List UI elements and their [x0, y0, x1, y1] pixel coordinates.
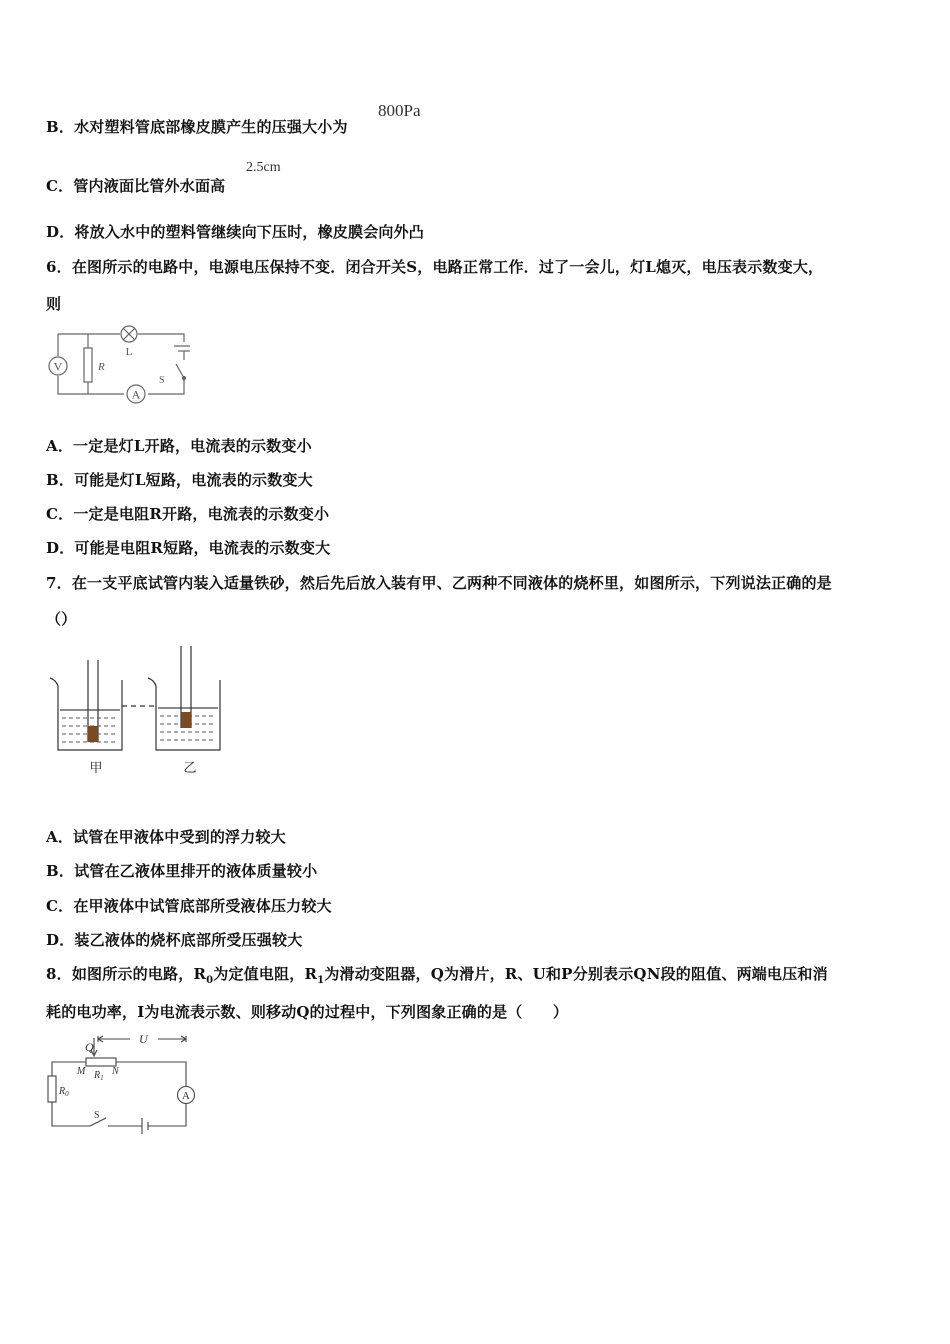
- q8-fixed-label: [58, 1086, 69, 1098]
- q8-stem-line2: 耗的电功率，I为电流表示数、则移动Q的过程中，下列图象正确的是（ ）: [46, 1003, 569, 1021]
- q8-stem-sub0: 0: [206, 975, 214, 986]
- q7-stem-line2: （）: [46, 610, 77, 628]
- q6-switch-label: S: [159, 375, 165, 386]
- q8-rheostat-r1: [86, 1058, 116, 1066]
- q6-option-d: D．可能是电阻R短路，电流表的示数变大: [46, 539, 331, 557]
- q8-slider-label: Q: [85, 1040, 94, 1054]
- q7-option-d: D．装乙液体的烧杯底部所受压强较大: [46, 931, 303, 949]
- q6-option-a: A．一定是灯L开路，电流表的示数变小: [46, 437, 312, 455]
- q6-stem-line2: 则: [46, 295, 62, 313]
- q7-label-a: 甲: [89, 760, 103, 775]
- q5-option-b-value: 800Pa: [378, 101, 421, 120]
- q8-fixed-letter: R: [59, 1086, 66, 1097]
- q6-ammeter-label: A: [131, 387, 141, 402]
- q6-stem-line1: 6．在图所示的电路中，电源电压保持不变．闭合开关S，电路正常工作．过了一会儿，灯L熄灭，电压表示数变大，: [46, 258, 824, 276]
- q6-circuit-figure: [44, 320, 190, 408]
- q5-option-d: D．将放入水中的塑料管继续向下压时，橡皮膜会向外凸: [46, 223, 425, 241]
- q8-circuit-figure: [44, 1032, 200, 1142]
- q7-option-b: B．试管在乙液体里排开的液体质量较小: [46, 862, 318, 880]
- q6-option-b: B．可能是灯L短路，电流表的示数变大: [46, 471, 313, 489]
- q5-option-c: C．管内液面比管外水面高: [46, 177, 226, 195]
- q8-stem-part-a: 8．如图所示的电路，R: [46, 965, 207, 983]
- q6-resistor-r: [84, 348, 92, 382]
- q8-rheostat-letter: R: [94, 1070, 101, 1081]
- q8-stem-sub1: 1: [317, 975, 325, 986]
- q6-voltmeter-label: V: [53, 359, 63, 374]
- q8-rheostat-sub: 1: [100, 1074, 104, 1082]
- q6-wire-top-right: [138, 334, 184, 342]
- q7-label-b: 乙: [183, 760, 197, 775]
- q5-option-b: B．水对塑料管底部橡皮膜产生的压强大小为: [46, 118, 348, 136]
- q6-lamp-label: L: [125, 346, 133, 358]
- q8-fixed-sub: 0: [65, 1090, 69, 1098]
- q8-stem-part-c: 为滑动变阻器，Q为滑片，R、U和P分别表示QN段的阻值、两端电压和消: [324, 965, 828, 983]
- q7-option-a: A．试管在甲液体中受到的浮力较大: [46, 828, 286, 846]
- q8-switch-label: S: [94, 1110, 100, 1121]
- q5-option-c-value: 2.5cm: [246, 160, 281, 175]
- q7-beakers-figure: [44, 640, 230, 780]
- q8-stem-part-b: 为定值电阻，R: [213, 965, 318, 983]
- q7-option-c: C．在甲液体中试管底部所受液体压力较大: [46, 897, 332, 915]
- q6-resistor-label: R: [98, 361, 105, 373]
- q8-voltage-label: U: [139, 1032, 148, 1046]
- q6-switch-s: [176, 364, 184, 378]
- q8-stem-line1: [46, 963, 828, 986]
- q6-option-c: C．一定是电阻R开路，电流表的示数变小: [46, 505, 330, 523]
- q7-beaker-a: [50, 678, 122, 750]
- q8-resistor-r0: [48, 1076, 56, 1102]
- q8-battery: [142, 1118, 148, 1134]
- q7-iron-sand-a: [88, 726, 98, 742]
- q7-stem-line1: 7．在一支平底试管内装入适量铁砂，然后先后放入装有甲、乙两种不同液体的烧杯里，如图所示，下列说法正确的是: [46, 574, 832, 592]
- q8-end-n-label: N: [112, 1066, 119, 1077]
- q8-ammeter-label: A: [182, 1090, 190, 1102]
- q8-rheostat-label: [93, 1070, 104, 1082]
- q7-iron-sand-b: [181, 712, 191, 728]
- q8-end-m-label: M: [77, 1066, 86, 1077]
